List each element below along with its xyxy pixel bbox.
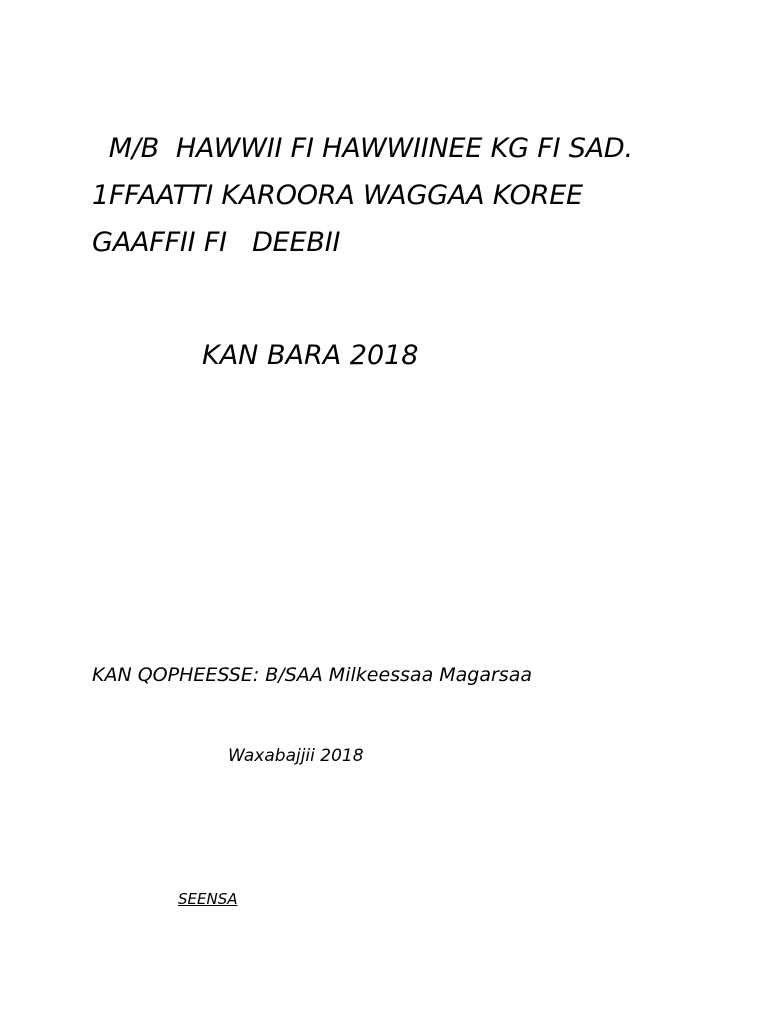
document-title: KAN BARA 2018: [202, 340, 419, 371]
section-heading: SEENSA: [178, 890, 238, 908]
heading-line-3: GAAFFII FI DEEBII: [92, 227, 341, 258]
heading-line-2: 1FFAATTI KAROORA WAGGAA KOREE: [92, 180, 583, 211]
author-line: KAN QOPHEESSE: B/SAA Milkeessaa Magarsaa: [92, 664, 532, 686]
heading-line-1: M/B HAWWII FI HAWWIINEE KG FI SAD.: [92, 133, 633, 164]
document-date: Waxabajjii 2018: [228, 746, 364, 766]
